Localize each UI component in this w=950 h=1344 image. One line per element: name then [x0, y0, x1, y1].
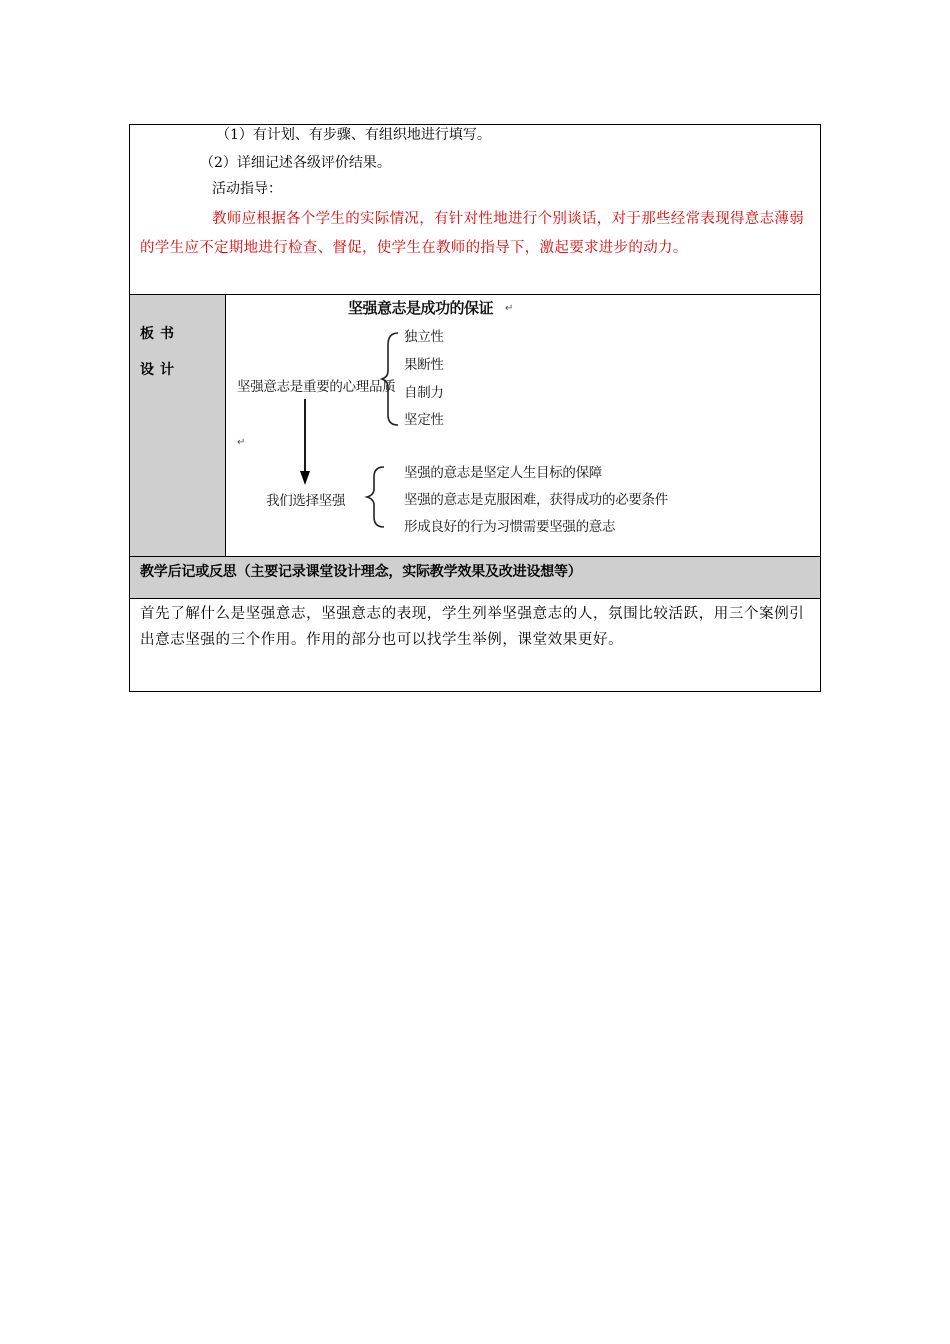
board-choice: 我们选择坚强	[266, 493, 346, 509]
reflection-text: 首先了解什么是坚强意志，坚强意志的表现，学生列举坚强意志的人，氛围比较活跃，用三个案例引出意志坚强的三个作用。作用的部分也可以找学生举例，课堂效果更好。	[140, 606, 805, 648]
quality-item: 果断性	[404, 357, 444, 373]
reason-item: 坚强的意志是坚定人生目标的保障	[404, 465, 602, 481]
board-title: 坚强意志是成功的保证	[348, 299, 494, 317]
board-label-cell	[130, 295, 226, 556]
activity-section	[130, 125, 820, 295]
paragraph-mark: ↵	[505, 303, 514, 314]
quality-item: 自制力	[404, 385, 444, 401]
down-arrow-head	[300, 471, 310, 485]
board-label-line2: 设计	[140, 362, 180, 378]
paragraph-mark: ↵	[237, 437, 246, 448]
activity-guide-label: 活动指导：	[212, 181, 282, 197]
quality-item: 独立性	[404, 329, 444, 345]
reflection-header	[130, 557, 820, 599]
reasons-brace	[367, 467, 384, 527]
board-label-line1: 板书	[140, 326, 180, 342]
reflection-title: 教学后记或反思（主要记录课堂设计理念，实际教学效果及改进设想等）	[140, 564, 582, 580]
quality-item: 坚定性	[404, 412, 444, 428]
board-design-section	[130, 295, 820, 557]
reason-item: 坚强的意志是克服困难，获得成功的必要条件	[404, 492, 668, 508]
activity-step-2: （2）详细记述各级评价结果。	[200, 155, 391, 171]
lesson-plan-table	[129, 124, 821, 692]
reason-item: 形成良好的行为习惯需要坚强的意志	[404, 519, 616, 535]
reflection-body	[130, 599, 820, 692]
board-root: 坚强意志是重要的心理品质	[237, 379, 396, 395]
activity-step-1: （1）有计划、有步骤、有组织地进行填写。	[216, 127, 491, 143]
board-diagram	[226, 295, 820, 556]
activity-guide-text: 教师应根据各个学生的实际情况，有针对性地进行个别谈话，对于那些经常表现得意志薄弱的学生应不定期地进行检查、督促，使学生在教师的指导下，激起要求进步的动力。	[140, 211, 804, 256]
